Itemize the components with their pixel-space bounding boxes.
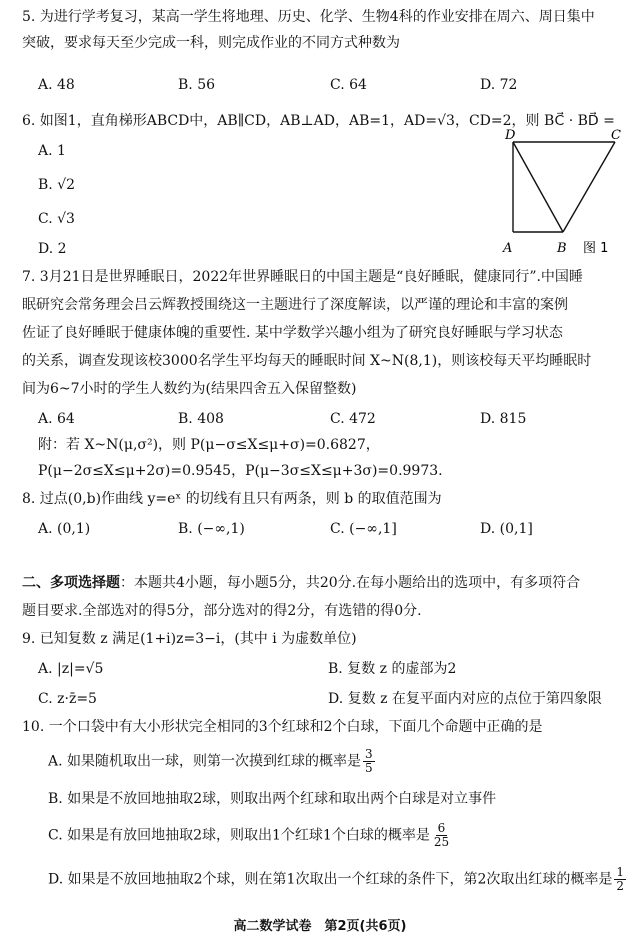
q10-option-c-text: C. 如果是有放回地抽取2球，则取出1个红球1个白球的概率是: [48, 827, 430, 844]
label-b: B: [557, 241, 567, 256]
q10-option-d: [48, 866, 626, 893]
section2-line1: [22, 574, 580, 592]
label-c: C: [611, 128, 621, 143]
q10-option-b: B. 如果是不放回地抽取2球，则取出两个红球和取出两个白球是对立事件: [48, 791, 497, 807]
q6-option-c: C. √3: [38, 211, 75, 227]
fraction: $\frac{6}{25}$: [433, 821, 450, 849]
q7-line3: 佐证了良好睡眠于健康体魄的重要性. 某中学数学兴趣小组为了研究良好睡眠与学习状态: [22, 325, 563, 341]
q9-stem: 9. 已知复数 z 满足(1+i)z=3−i，(其中 i 为虚数单位): [22, 631, 357, 647]
q7-option-d: D. 815: [480, 411, 527, 427]
q8-stem: 8. 过点(0,b)作曲线 y=eˣ 的切线有且只有两条，则 b 的取值范围为: [22, 491, 442, 507]
q9-option-d: D. 复数 z 在复平面内对应的点位于第四象限: [328, 691, 602, 707]
q6-option-b: B. √2: [38, 177, 76, 193]
q5-line1: 5. 为进行学考复习，某高一学生将地理、历史、化学、生物4科的作业安排在周六、周日集中: [22, 9, 595, 25]
q5-option-d: D. 72: [480, 77, 518, 93]
page-footer: 高二数学试卷 第2页(共6页): [233, 919, 407, 934]
section2-heading: 二、多项选择题: [22, 575, 120, 591]
q10-option-c: [48, 822, 451, 849]
q8-option-a: A. (0,1): [38, 521, 91, 537]
q7-line2: 眠研究会常务理会吕云辉教授围绕这一主题进行了深度解读，以严谨的理论和丰富的案例: [22, 297, 568, 313]
q7-line4: 的关系，调查发现该校3000名学生平均每天的睡眠时间 X~N(8,1)，则该校每天平均睡眠时: [22, 353, 592, 369]
q5-option-c: C. 64: [330, 77, 367, 93]
q9-option-c: C. z·z̄=5: [38, 691, 97, 707]
diagonal-bd: [513, 142, 563, 232]
edge-bc: [563, 142, 615, 232]
label-d: D: [505, 128, 516, 143]
q7-line5: 间为6~7小时的学生人数约为(结果四舍五入保留整数): [22, 381, 357, 397]
label-a: A: [503, 241, 513, 256]
section2-instructions: ：本题共4小题，每小题5分，共20分.在每小题给出的选项中，有多项符合: [120, 575, 581, 591]
q5-option-a: A. 48: [38, 77, 75, 93]
q7-note2: P(μ−2σ≤X≤μ+2σ)=0.9545，P(μ−3σ≤X≤μ+3σ)=0.9973.: [38, 463, 443, 479]
q10-option-a: [48, 748, 375, 775]
q5-option-b: B. 56: [178, 77, 216, 93]
q8-option-c: C. (−∞,1]: [330, 521, 397, 537]
q9-option-a: A. |z|=√5: [38, 661, 104, 677]
fraction: $\frac{3}{5}$: [365, 747, 373, 775]
q8-option-d: D. (0,1]: [480, 521, 533, 537]
q6-stem: 6. 如图1，直角梯形ABCD中，AB∥CD，AB⊥AD，AB=1，AD=√3，CD=2，则 BC⃗ · BD⃗ =: [22, 113, 615, 129]
q10-option-a-text: A. 如果随机取出一球，则第一次摸到红球的概率是: [48, 753, 362, 770]
q7-option-c: C. 472: [330, 411, 376, 427]
q8-option-b: B. (−∞,1): [178, 521, 245, 537]
q10-stem: 10. 一个口袋中有大小形状完全相同的3个红球和2个白球，下面几个命题中正确的是: [22, 719, 543, 735]
q5-line2: 突破，要求每天至少完成一科，则完成作业的不同方式种数为: [22, 35, 400, 51]
q7-option-a: A. 64: [38, 411, 75, 427]
trapezoid-figure: [495, 128, 635, 260]
q7-option-b: B. 408: [178, 411, 224, 427]
q10-option-d-text: D. 如果是不放回地抽取2个球，则在第1次取出一个红球的条件下，第2次取出红球的概率是: [48, 871, 613, 888]
fraction: $\frac{1}{2}$: [616, 865, 624, 893]
figure-caption: 图 1: [583, 241, 609, 256]
q7-line1: 7. 3月21日是世界睡眠日，2022年世界睡眠日的中国主题是“良好睡眠，健康同行”.中国睡: [22, 269, 583, 285]
q9-option-b: B. 复数 z 的虚部为2: [328, 661, 457, 677]
q6-option-d: D. 2: [38, 241, 67, 257]
q6-option-a: A. 1: [38, 143, 66, 159]
section2-line2: 题目要求.全部选对的得5分，部分选对的得2分，有选错的得0分.: [22, 603, 422, 619]
q7-note1: 附：若 X~N(μ,σ²)，则 P(μ−σ≤X≤μ+σ)=0.6827，: [38, 437, 380, 453]
